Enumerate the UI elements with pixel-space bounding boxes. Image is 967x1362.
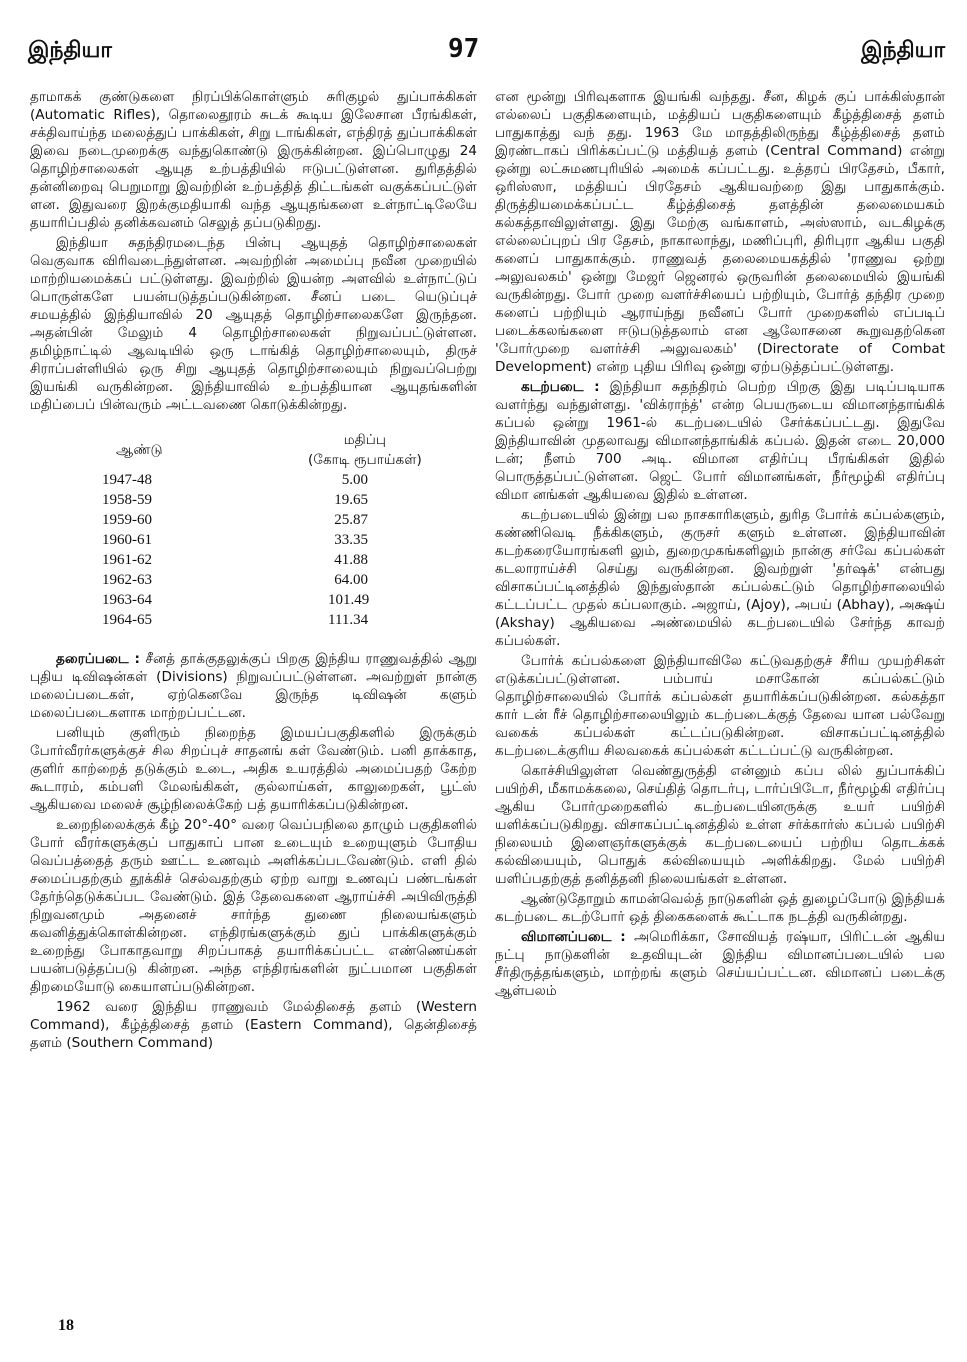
table-cell-year: 1961-62 — [102, 552, 152, 568]
table-header-value — [308, 430, 422, 470]
paragraph-army — [30, 650, 477, 722]
table-cell-value: 5.00 — [341, 472, 368, 488]
paragraph-air-force-text: அமெரிக்கா, சோவியத் ரஷ்யா, பிரிட்டன் ஆகிய நட்பு நாடுகளின் உதவியுடன் இந்திய விமானப்படையில் பல சீர்திருத்தங்களும், மாற்றங் களும் செய்யப்பட்டன. விமானப் படைக்கு ஆள்பலம் — [495, 929, 945, 999]
paragraph: போர்க் கப்பல்களை இந்தியாவிலே கட்டுவதற்குச் சீரிய முயற்சிகள் எடுக்கப்பட்டுள்ளன. பம்பாய் மசாகோன் கப்பல்கட்டும் தொழிற்சாலையில் போர்க் கப்பல்கள் தயாரிக்கப்படுகின்றன. கல்கத்தா கார் டன் ரீச் தொழிற்சாலையிலும் கடற்படைக்குத் தேவை யான பல்வேறு வகைக் கப்பல்கள் கட்டப்படுகின்றன. விசாகப்பட்டினத்தில் கடற்படைக்குரிய சிலவகைக் கப்பல்கள் கட்டப்பட்டு வருகின்றன. — [495, 653, 945, 759]
table-row — [30, 572, 477, 592]
table-cell-year: 1960-61 — [102, 532, 152, 548]
table-cell-value: 25.87 — [334, 512, 368, 528]
table-row — [30, 472, 477, 492]
table-row — [30, 612, 477, 632]
section-lead-army: தரைப்படை : — [56, 651, 140, 667]
paragraph: ஆண்டுதோறும் காமன்வெல்த் நாடுகளின் ஒத் துழைப்போடு இந்தியக் கடற்படை கடற்போர் ஒத் திகைகளைக் கூட்டாக நடத்தி வருகின்றது. — [495, 891, 945, 925]
paragraph: கொச்சியிலுள்ள வெண்துருத்தி என்னும் கப்ப லில் துப்பாக்கிப் பயிற்சி, மீகாமக்கலை, செய்தித் தொடர்பு, டார்ப்பிடோ, நீர்மூழ்கி எதிர்ப்பு ஆகிய போர்முறைகளில் கடற்படையினருக்கு உயர் பயிற்சி யளிக்கப்படுகிறது. விசாகப்பட்டினத்தில் உள்ள சர்க்கார்ஸ் கப்பல் பயிற்சி நிலையம் இளைஞர்களுக்குக் கடற்படையைப் பற்றிய தொடக்கக் கல்வியையும், பொதுக் கல்வியையும் அளிக்கிறது. மேல் பயிற்சி யளிப்பதற்குத் தனித்தனி நிலையங்கள் உள்ளன. — [495, 763, 945, 887]
table-cell-year: 1964-65 — [102, 612, 152, 628]
table-header — [30, 428, 477, 472]
page-number: 97 — [448, 34, 480, 64]
paragraph: 1962 வரை இந்திய ராணுவம் மேல்திசைத் தளம் (Western Command), கீழ்த்திசைத் தளம் (Eastern Command), தென்திசைத் தளம் (Southern Command) — [30, 999, 477, 1051]
table-cell-value: 64.00 — [334, 572, 368, 588]
table-cell-year: 1959-60 — [102, 512, 152, 528]
paragraph: தாமாகக் குண்டுகளை நிரப்பிக்கொள்ளும் சுரிகுழல் துப்பாக்கிகள் (Automatic Rifles), தொலைதூரம் சுடக் கூடிய இலேசான பீரங்கிகள், சக்திவாய்ந்த மலைத்துப் பாக்கிகள், சிறு டாங்கிகள், எந்திரத் துப்பாக்கிகள் இவை நடைமுறைக்கு வந்துகொண்டு இருக்கின்றன. இப்பொழுது 24 தொழிற்சாலைகள் ஆயுத உற்பத்தியில் ஈடுபட்டுள்ளன. துரிதத்தில் தன்னிறைவு பெறுமாறு இவற்றின் உற்பத்தித் திட்டங்கள் வகுக்கப்பட்டுள் ளன. இதுவரை இறக்குமதியாகி வந்த ஆயுதங்களை உள்நாட்டிலேயே தயாரிப்பதில் தனிக்கவனம் செலுத் தப்படுகிறது. — [30, 89, 477, 231]
paragraph: இந்தியா சுதந்திரமடைந்த பின்பு ஆயுதத் தொழிற்சாலைகள் வெகுவாக விரிவடைந்துள்ளன. அவற்றின் அமைப்பு நவீன முறையில் மாற்றியமைக்கப் பட்டுள்ளது. இவற்றில் இயன்ற அளவில் உள்நாட்டுப் பொருள்களே பயன்படுத்தப்படுகின்றன. சீனப் படை யெடுப்புச் சமயத்தில் இந்தியாவில் 20 ஆயுதத் தொழிற்சாலைகளே இருந்தன. அதன்பின் மேலும் 4 தொழிற்சாலைகள் நிறுவப்பட்டுள்ளன. தமிழ்நாட்டில் ஆவடியில் ஒரு டாங்கித் தொழிற்சாலையும், திருச் சிராப்பள்ளியில் ஒரு சிறு ஆயுதத் தொழிற்சாலையும் நிறுவப்பெற்று இயங்கி வருகின்றன. இந்தியாவில் உற்பத்தியான ஆயுதங்களின் மதிப்பைப் பின்வரும் அட்டவணை கொடுக்கின்றது. — [30, 235, 477, 413]
paragraph: பனியும் குளிரும் நிறைந்த இமயப்பகுதிகளில் இருக்கும் போர்வீரர்களுக்குச் சில சிறப்புச் சாதனங் கள் வேண்டும். பனி தாக்காத, குளிர் காற்றைத் தடுக்கும் உடை, அதிக உயரத்தில் அமைப்பதற் கேற்ற கூடாரம், கம்பளி மேலங்கிகள், குல்லாய்கள், காலுறைகள், பூட்ஸ் ஆகியவை மலைச் சூழ்நிலைக்கேற் பத் தயாரிக்கப்படுகின்றன. — [30, 725, 477, 813]
production-value-table — [30, 428, 477, 632]
table-cell-year: 1962-63 — [102, 572, 152, 588]
table-cell-value: 111.34 — [328, 612, 369, 628]
page-header — [0, 34, 967, 78]
paragraph-air-force — [495, 928, 945, 1000]
right-column — [495, 88, 945, 1002]
table-row — [30, 592, 477, 612]
table-cell-value: 101.49 — [328, 592, 370, 608]
table-cell-year: 1947-48 — [102, 472, 152, 488]
paragraph-navy — [495, 378, 945, 504]
paragraph: உறைநிலைக்குக் கீழ் 20°-40° வரை வெப்பநிலை தாழும் பகுதிகளில் போர் வீரர்களுக்குப் பாதுகாப் பான உடையும் உறையுளும் போதிய வெப்பத்தைத் தரும் ஊட்ட உணவும் அளிக்கப்படவேண்டும். எளி தில் சமைப்பதற்கும் தூக்கிச் செல்வதற்கும் ஏற்ற வாறு உணவுப் பண்டங்கள் தேர்ந்தெடுக்கப்பட வேண்டும். இத் தேவைகளை ஆராய்ச்சி அபிவிருத்தி நிறுவனமும் அதனைச் சார்ந்த துணை நிலையங்களும் கவனித்துக்கொள்கின்றன. எந்திரங்களுக்கும் துப் பாக்கிகளுக்கும் உறைந்து போகாதவாறு சிறப்பாகத் தயாரிக்கப்பட்ட எண்ணெய்கள் பயன்படுத்தப்படு கின்றன. அந்த எந்திரங்களின் நுட்பமான பகுதிகள் திறமையோடு கையாளப்படுகின்றன. — [30, 817, 477, 995]
table-header-value-line2: (கோடி ரூபாய்கள்) — [308, 452, 422, 468]
table-row — [30, 492, 477, 512]
running-title-right: இந்தியா — [861, 38, 945, 63]
table-row — [30, 512, 477, 532]
table-cell-value: 41.88 — [334, 552, 368, 568]
table-cell-value: 19.65 — [334, 492, 368, 508]
left-column — [30, 88, 477, 1054]
paragraph: என மூன்று பிரிவுகளாக இயங்கி வந்தது. சீன, கிழக் குப் பாக்கிஸ்தான் எல்லைப் பகுதிகளையும், மத்தியப் பகுதிகளையும் கீழ்த்திசைத் தளம் பாதுகாத்து வந் தது. 1963 மே மாதத்திலிருந்து கீழ்த்திசைத் தளம் இரண்டாகப் பிரிக்கப்பட்டு மத்தியத் தளம் (Central Command) என்று ஒன்று லட்சுமணபுரியில் அமைக் கப்பட்டது. உத்தரப் பிரதேசம், பீகார், ஒரிஸ்ஸா, மத்தியப் பிரதேசம் ஆகியவற்றை இது பாதுகாக்கும். திருத்தியமைக்கப்பட்ட கீழ்த்திசைத் தளத்தின் தலைமையகம் கல்கத்தாவிலுள்ளது. இது மேற்கு வங்காளம், அஸ்ஸாம், வடகிழக்கு எல்லைப்புறப் பிர தேசம், நாகாலாந்து, மணிப்புரி, திரிபுரா ஆகிய பகுதி களைப் பாதுகாக்கும். ராணுவத் தலைமையகத்தில் 'ராணுவ ஒற்று அலுவலகம்' ஒன்று மேஜர் ஜெனரல் ஒருவரின் தலைமையில் இயங்கி வருகின்றது. போர் முறை வளர்ச்சியைப் பற்றியும், போர்த் தந்திர முறை களைப் பற்றியும் ஆராய்ந்து நவீனப் போர் முறைகளில் எப்படிப் படைக்கலங்களை ஈடுபடுத்தலாம் என ஆலோசனை கூறுவதற்கென 'போர்முறை வளர்ச்சி அலுவலகம்' (Directorate of Combat Development) என்ற புதிய பிரிவு ஒன்று ஏற்படுத்தப்பட்டுள்ளது. — [495, 89, 945, 375]
table-header-value-line1: மதிப்பு — [343, 432, 387, 448]
table-cell-year: 1963-64 — [102, 592, 152, 608]
table-header-year: ஆண்டு — [116, 442, 163, 458]
paragraph-army-text: சீனத் தாக்குதலுக்குப் பிறகு இந்திய ராணுவத்தில் ஆறு புதிய டிவிஷன்கள் (Divisions) நிறுவப்பட்டுள்ளன. அவற்றுள் நான்கு மலைப்படைகள், ஏற்கெனவே இருந்த டிவிஷன் களும் மலைப்படைகளாக மாற்றப்பட்டன. — [30, 651, 478, 721]
table-row — [30, 532, 477, 552]
section-lead-navy: கடற்படை : — [521, 379, 600, 395]
paragraph-navy-text: இந்தியா சுதந்திரம் பெற்ற பிறகு இது படிப்படியாக வளர்ந்து வந்துள்ளது. 'விக்ராந்த்' என்ற பெயருடைய விமானந்தாங்கிக் கப்பல் ஒன்று 1961-ல் கடற்படையில் சேர்க்கப்பட்டது. இதுவே இந்தியாவின் முதலாவது விமானந்தாங்கிக் கப்பல். இதன் எடை 20,000 டன்; நீளம் 700 அடி. விமான எதிர்ப்பு பீரங்கிகள் இதில் பொருத்தப்பட்டுள்ளன. ஜெட் போர் விமானங்கள், நீர்மூழ்கி எதிர்ப்பு விமா னங்கள் ஆகியவை இதில் உள்ளன. — [495, 379, 945, 503]
table-row — [30, 552, 477, 572]
paragraph: கடற்படையில் இன்று பல நாசகாரிகளும், துரித போர்க் கப்பல்களும், கண்ணிவெடி நீக்கிகளும், குருசர் களும் உள்ளன. இந்தியாவின் கடற்கரையோரங்களி லும், துறைமுகங்களிலும் நான்கு சர்வே கப்பல்கள் கடலாராய்ச்சி செய்து வருகின்றன. இவற்றுள் 'தர்ஷக்' என்பது விசாகப்பட்டினத்தில் இந்துஸ்தான் கப்பல்கட்டும் தொழிற்சாலையில் கட்டப்பட்ட முதல் கப்பலாகும். அஜாய், (Ajoy), அபய் (Abhay), அக்ஷய் (Akshay) ஆகியவை அண்மையில் கடற்படையில் சேர்ந்த காவற் கப்பல்கள். — [495, 507, 945, 649]
table-cell-year: 1958-59 — [102, 492, 152, 508]
section-lead-air-force: விமானப்படை : — [521, 929, 626, 945]
table-cell-value: 33.35 — [334, 532, 368, 548]
running-title-left: இந்தியா — [28, 38, 112, 63]
signature-mark: 18 — [58, 1317, 74, 1334]
